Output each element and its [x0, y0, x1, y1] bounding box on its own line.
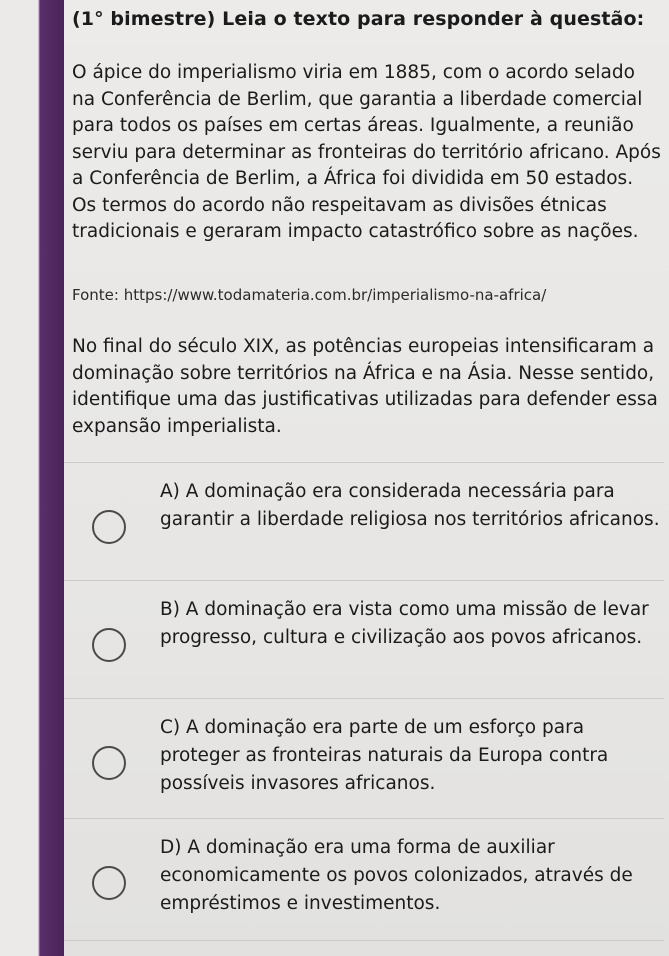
answer-option-c[interactable]: [64, 714, 669, 832]
source-citation: Fonte: https://www.todamateria.com.br/imperialismo-na-africa/: [72, 286, 547, 304]
reading-passage: O ápice do imperialismo viria em 1885, com o acordo selado na Conferência de Berlim, que garantia a liberdade comercial para todos os países em certas áreas. Igualmente, a reunião serviu para determinar as fronteiras do território africano. Após a Conferência de Berlim, a África foi dividida em 50 estados. Os termos do acordo não respeitavam as divisões étnicas tradicionais e geraram impacto catastrófico sobre as nações.: [72, 62, 661, 242]
radio-icon[interactable]: [92, 628, 126, 662]
radio-icon[interactable]: [92, 866, 126, 900]
answer-option-a[interactable]: [64, 478, 669, 596]
question-prompt: No final do século XIX, as potências europeias intensificaram a dominação sobre territórios na África e na Ásia. Nesse sentido, identifique uma das justificativas utilizadas para defender essa expansão imperialista.: [72, 336, 658, 437]
answer-option-a-label: A) A dominação era considerada necessária para garantir a liberdade religiosa nos territórios africanos.: [160, 481, 660, 530]
divider: [64, 818, 664, 819]
answer-option-c-label: C) A dominação era parte de um esforço para proteger as fronteiras naturais da Europa contra possíveis invasores africanos.: [160, 717, 609, 794]
answer-option-d[interactable]: [64, 834, 669, 952]
answer-option-d-label: D) A dominação era uma forma de auxiliar economicamente os povos colonizados, através de empréstimos e investimentos.: [160, 837, 633, 914]
page-margin-band: [0, 0, 64, 956]
divider: [64, 698, 664, 699]
divider: [64, 462, 664, 463]
divider: [64, 940, 664, 941]
question-header: (1° bimestre) Leia o texto para responder à questão:: [72, 8, 645, 30]
radio-icon[interactable]: [92, 746, 126, 780]
divider: [64, 580, 664, 581]
answer-option-b-label: B) A dominação era vista como uma missão de levar progresso, cultura e civilização aos povos africanos.: [160, 599, 649, 648]
question-sheet: [64, 0, 669, 956]
answer-option-b[interactable]: [64, 596, 669, 714]
radio-icon[interactable]: [92, 510, 126, 544]
